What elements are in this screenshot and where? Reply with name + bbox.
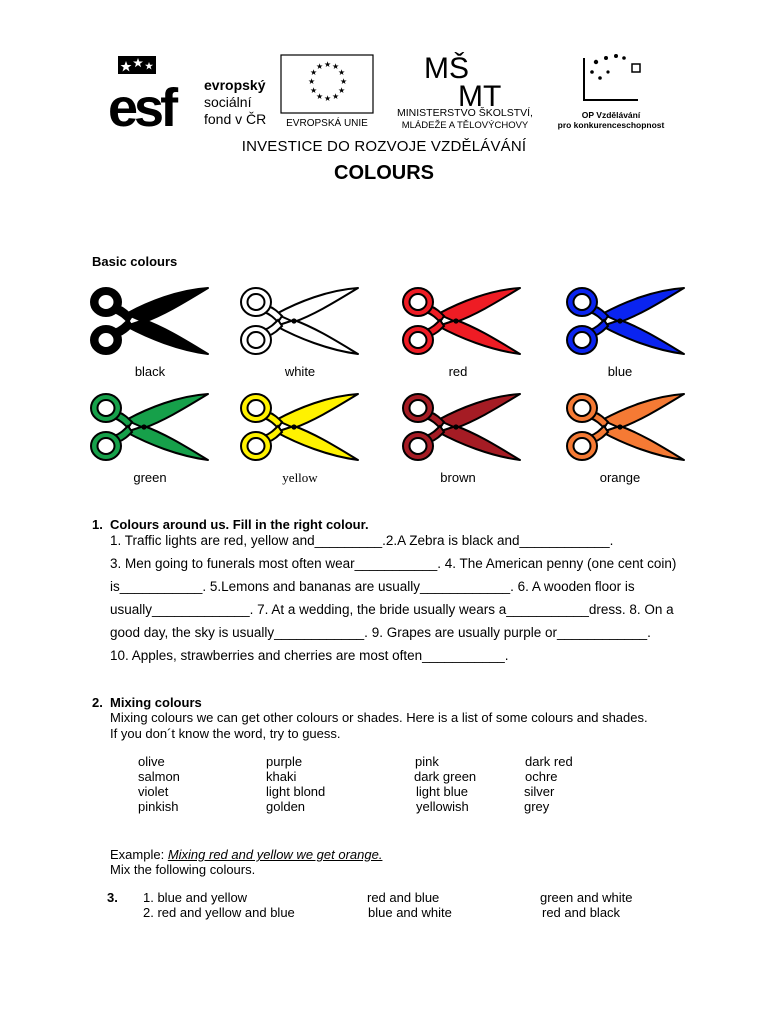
mix-item: 1. blue and yellow [143,890,248,905]
svg-text:EVROPSKÁ UNIE: EVROPSKÁ UNIE [286,118,368,128]
svg-text:★: ★ [316,62,324,71]
svg-text:evropský: evropský [204,77,266,93]
scissors-red [400,284,522,358]
colour-word: yellowish [416,799,469,814]
svg-text:★: ★ [324,60,332,69]
colour-word: silver [524,784,555,799]
colour-label-blue: blue [607,364,633,379]
svg-text:★: ★ [324,94,332,103]
colour-label-brown: brown [440,470,476,485]
ex1-line: 1. Traffic lights are red, yellow and_________.2.A Zebra is black and____________. [110,533,614,548]
svg-text:MŠ: MŠ [424,52,469,85]
ex1-title: Colours around us. Fill in the right colour. [110,517,369,532]
svg-text:★: ★ [308,77,316,86]
eu-flag-logo [278,52,376,128]
msmt-logo [380,50,550,130]
ex2-intro: If you don´t know the word, try to guess. [110,726,341,741]
ex1-line: usually_____________. 7. At a wedding, the bride usually wears a___________dress. 8. On a [110,602,674,617]
ex2-number: 2. [92,695,103,710]
svg-text:★: ★ [316,92,324,101]
colour-label-green: green [133,470,167,485]
svg-text:MLÁDEŽE A TĚLOVÝCHOVY: MLÁDEŽE A TĚLOVÝCHOVY [401,120,529,130]
colour-word: purple [266,754,303,769]
scissors-green [88,390,210,464]
scissors-orange [564,390,686,464]
scissors-blue [564,284,686,358]
mix-item: red and blue [367,890,440,905]
ex2-example [110,847,382,863]
svg-text:sociální: sociální [204,94,252,110]
colour-word: ochre [525,769,558,784]
colour-word: light blond [266,784,326,799]
colour-word: violet [138,784,169,799]
ex1-line: 10. Apples, strawberries and cherries are most often___________. [110,648,509,663]
colour-label-white: white [284,364,316,379]
mix-item: blue and white [368,905,452,920]
svg-text:★: ★ [310,68,318,77]
svg-text:★: ★ [338,86,346,95]
example-sentence: Mixing red and yellow we get orange. [167,847,383,862]
colour-word: golden [266,799,306,814]
svg-text:★: ★ [332,92,340,101]
scissors-black [88,284,210,358]
ex1-line: 3. Men going to funerals most often wear___________. 4. The American penny (one cent coin) [110,556,677,571]
ex1-line: good day, the sky is usually____________. 9. Grapes are usually purple or____________. [110,625,651,640]
ex2-intro: Mixing colours we can get other colours or shades. Here is a list of some colours and shades. [110,710,648,725]
ex2-instruction: Mix the following colours. [110,862,256,877]
svg-text:★: ★ [340,77,348,86]
colour-label-orange: orange [599,470,641,485]
example-label: Example: [110,847,168,862]
svg-text:★: ★ [338,68,346,77]
page-title: COLOURS [334,162,434,184]
colour-word: salmon [138,769,180,784]
colour-label-yellow: yellow [282,470,318,485]
colour-word: khaki [266,769,297,784]
basic-colours-heading: Basic colours [92,254,178,269]
mix-item: green and white [540,890,633,905]
colour-word: olive [138,754,165,769]
scissors-brown [400,390,522,464]
ex3-number: 3. [107,890,118,905]
ex1-line: is___________. 5.Lemons and bananas are usually____________. 6. A wooden floor is [110,579,635,594]
svg-text:★: ★ [332,62,340,71]
colour-word: pinkish [138,799,179,814]
colour-word: light blue [416,784,469,799]
ex1-number: 1. [92,517,103,532]
svg-text:MT: MT [458,80,502,113]
scissors-white [238,284,360,358]
ex2-title: Mixing colours [110,695,202,710]
colour-word: dark red [525,754,573,769]
svg-text:★: ★ [310,86,318,95]
colour-word: pink [415,754,439,769]
svg-text:MINISTERSTVO ŠKOLSTVÍ,: MINISTERSTVO ŠKOLSTVÍ, [397,107,533,119]
svg-text:pro konkurenceschopnost: pro konkurenceschopnost [557,120,665,130]
investice-tagline: INVESTICE DO ROZVOJE VZDĚLÁVÁNÍ [241,138,527,155]
op-logo [556,50,666,130]
mix-item: 2. red and yellow and blue [143,905,295,920]
colour-label-black: black [134,364,166,379]
mix-item: red and black [542,905,621,920]
svg-text:fond v ČR: fond v ČR [204,111,267,127]
colour-label-red: red [448,364,468,379]
svg-text:OP Vzdělávání: OP Vzdělávání [581,110,641,120]
scissors-yellow [238,390,360,464]
colour-word: grey [524,799,550,814]
svg-text:esf: esf [108,78,175,128]
esf-logo [108,52,278,128]
colour-word: dark green [414,769,477,784]
